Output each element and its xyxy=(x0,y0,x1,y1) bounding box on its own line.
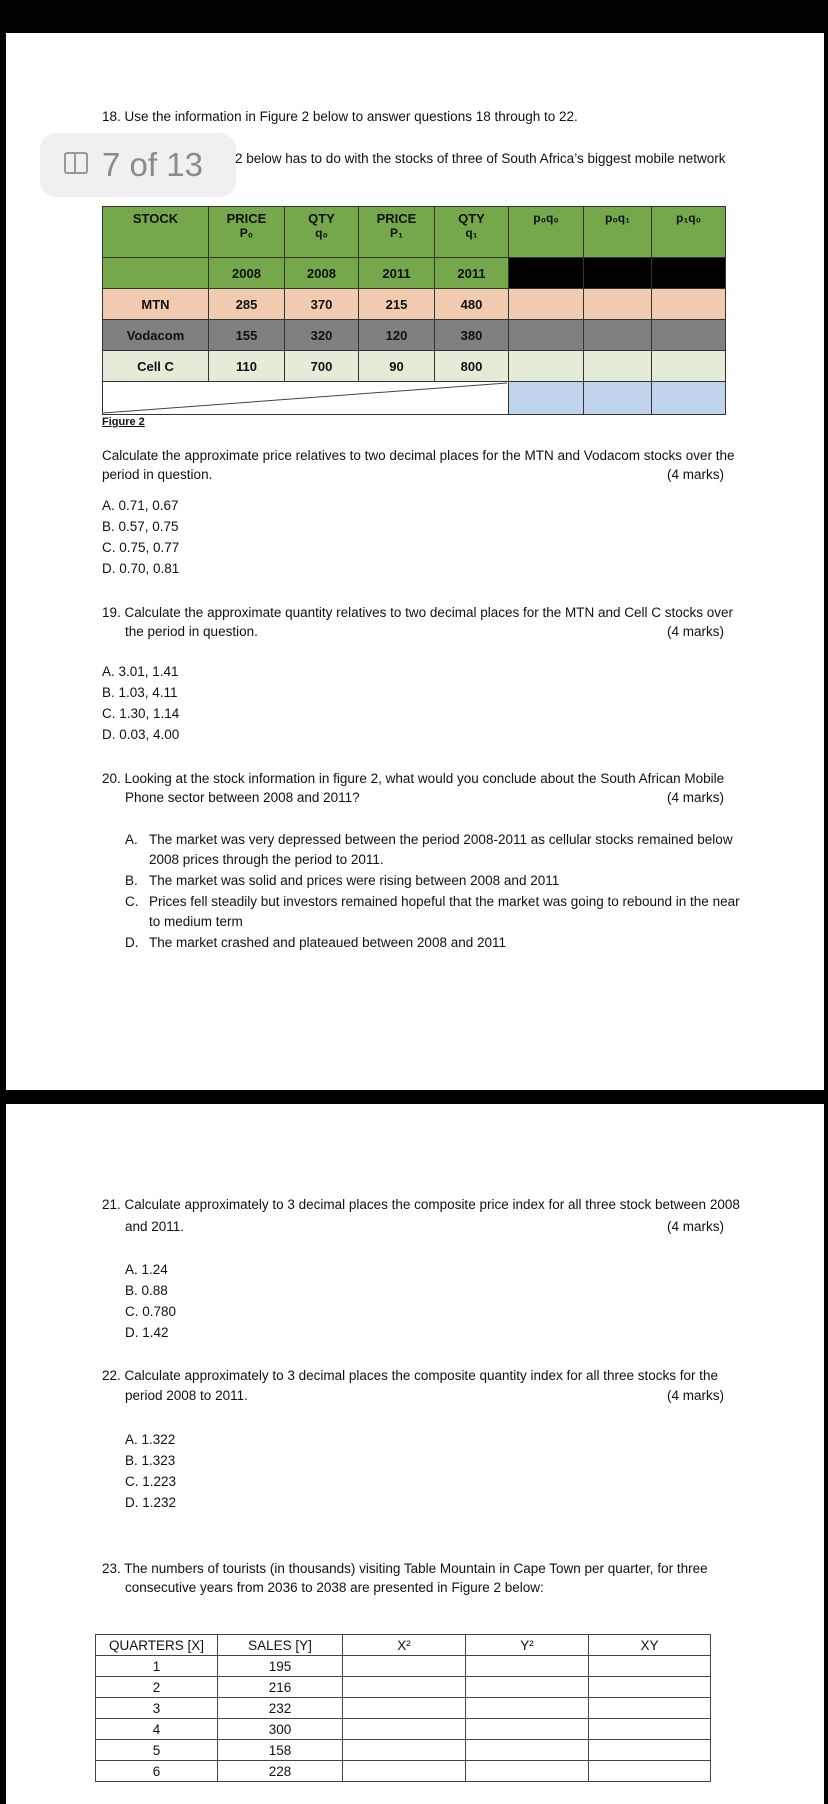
blank-cell xyxy=(509,258,584,289)
q22-question-line2: period 2008 to 2011. xyxy=(125,1388,248,1403)
totals-row xyxy=(103,382,726,415)
q23-question-line2: consecutive years from 2036 to 2038 are presented in Figure 2 below: xyxy=(125,1580,544,1595)
q20-option-b-letter[interactable]: B. xyxy=(125,873,138,888)
stock-header-cont xyxy=(103,258,209,289)
sales-cell: 216 xyxy=(218,1677,343,1698)
table-row xyxy=(96,1677,711,1698)
q22-question-line1: 22. Calculate approximately to 3 decimal places the composite quantity index for all three stocks for the xyxy=(102,1368,719,1383)
stock-name: MTN xyxy=(103,289,209,320)
q20-option-a-letter[interactable]: A. xyxy=(125,832,138,847)
figure-description: 2 below has to do with the stocks of three of South Africa’s biggest mobile network xyxy=(235,151,726,166)
quarter-cell: 4 xyxy=(96,1719,218,1740)
q21-question-line1: 21. Calculate approximately to 3 decimal places the composite price index for all three stock between 2008 xyxy=(102,1197,740,1212)
diagonal-line xyxy=(103,382,507,414)
price-p1-header: PRICE P₁ xyxy=(359,207,435,258)
q20-option-c-line1[interactable]: Prices fell steadily but investors remained hopeful that the market was going to rebound in the near xyxy=(149,894,740,909)
q18-option-c[interactable]: C. 0.75, 0.77 xyxy=(102,540,180,555)
q20-marks: (4 marks) xyxy=(667,790,724,805)
table-row xyxy=(96,1740,711,1761)
cell-q0: 320 xyxy=(285,320,359,351)
cell-q0: 370 xyxy=(285,289,359,320)
cell-p1: 90 xyxy=(359,351,435,382)
empty-cell xyxy=(466,1719,589,1740)
empty-cell xyxy=(589,1719,711,1740)
q19-option-d[interactable]: D. 0.03, 4.00 xyxy=(102,727,180,742)
empty-cell xyxy=(466,1698,589,1719)
q19-question-line2: the period in question. xyxy=(125,624,258,639)
cell-q1: 800 xyxy=(435,351,509,382)
q19-option-b[interactable]: B. 1.03, 4.11 xyxy=(102,685,178,700)
quarter-cell: 3 xyxy=(96,1698,218,1719)
q18-marks: (4 marks) xyxy=(667,467,724,482)
q18-question-line2: period in question. xyxy=(102,467,213,482)
q18-option-a[interactable]: A. 0.71, 0.67 xyxy=(102,498,179,513)
cell-p0: 110 xyxy=(209,351,285,382)
blank-cell xyxy=(584,258,652,289)
quarter-cell: 2 xyxy=(96,1677,218,1698)
empty-cell xyxy=(466,1761,589,1782)
p0q0-header: p₀q₀ xyxy=(509,207,584,258)
page-counter-badge[interactable] xyxy=(40,133,236,197)
q21-option-d[interactable]: D. 1.42 xyxy=(125,1325,169,1340)
empty-cell xyxy=(652,351,726,382)
quarter-cell: 5 xyxy=(96,1740,218,1761)
q21-question-line2: and 2011. xyxy=(125,1219,185,1234)
q20-option-d-letter[interactable]: D. xyxy=(125,935,139,950)
cell-p0: 285 xyxy=(209,289,285,320)
empty-cell xyxy=(466,1740,589,1761)
q22-marks: (4 marks) xyxy=(667,1388,724,1403)
document-page-1 xyxy=(6,33,824,1090)
year-cell: 2011 xyxy=(435,258,509,289)
empty-cell xyxy=(584,351,652,382)
empty-cell xyxy=(584,320,652,351)
empty-cell xyxy=(589,1656,711,1677)
q20-question-line1: 20. Looking at the stock information in figure 2, what would you conclude about the South African Mobile xyxy=(102,771,725,786)
q18-option-d[interactable]: D. 0.70, 0.81 xyxy=(102,561,180,576)
p0q1-header: p₀q₁ xyxy=(584,207,652,258)
cell-q1: 480 xyxy=(435,289,509,320)
empty-cell xyxy=(509,289,584,320)
empty-cell xyxy=(652,320,726,351)
table-row-vodacom xyxy=(103,320,726,351)
empty-cell xyxy=(652,289,726,320)
sales-cell: 300 xyxy=(218,1719,343,1740)
empty-cell xyxy=(589,1761,711,1782)
totals-blank xyxy=(103,382,509,415)
table-row xyxy=(96,1719,711,1740)
quarter-cell: 1 xyxy=(96,1656,218,1677)
q22-option-c[interactable]: C. 1.223 xyxy=(125,1474,177,1489)
cell-p0: 155 xyxy=(209,320,285,351)
q18-question-line1: Calculate the approximate price relatives to two decimal places for the MTN and Vodacom stocks over the xyxy=(102,448,735,463)
stock-name: Vodacom xyxy=(103,320,209,351)
empty-cell xyxy=(343,1698,466,1719)
empty-cell xyxy=(589,1698,711,1719)
empty-cell xyxy=(589,1740,711,1761)
sales-cell: 158 xyxy=(218,1740,343,1761)
y-squared-header: Y² xyxy=(466,1635,589,1656)
page-counter-text: 7 of 13 xyxy=(102,146,203,183)
page-icon xyxy=(64,152,88,174)
table-row-cellc xyxy=(103,351,726,382)
q22-option-b[interactable]: B. 1.323 xyxy=(125,1453,176,1468)
q21-marks: (4 marks) xyxy=(667,1219,724,1234)
total-cell xyxy=(584,382,652,415)
q20-question-line2: Phone sector between 2008 and 2011? xyxy=(125,790,360,805)
blank-cell xyxy=(652,258,726,289)
sales-cell: 195 xyxy=(218,1656,343,1677)
empty-cell xyxy=(343,1656,466,1677)
q19-marks: (4 marks) xyxy=(667,624,724,639)
q21-option-a[interactable]: A. 1.24 xyxy=(125,1262,168,1277)
empty-cell xyxy=(343,1740,466,1761)
empty-cell xyxy=(343,1719,466,1740)
sales-cell: 228 xyxy=(218,1761,343,1782)
table-row xyxy=(96,1698,711,1719)
total-cell xyxy=(652,382,726,415)
q19-question-line1: 19. Calculate the approximate quantity relatives to two decimal places for the MTN and Cell C stocks over xyxy=(102,605,734,620)
sales-cell: 232 xyxy=(218,1698,343,1719)
quarters-header: QUARTERS [X] xyxy=(96,1635,218,1656)
year-cell: 2008 xyxy=(209,258,285,289)
q21-option-c[interactable]: C. 0.780 xyxy=(125,1304,177,1319)
price-p0-header: PRICE P₀ xyxy=(209,207,285,258)
year-cell: 2011 xyxy=(359,258,435,289)
total-cell xyxy=(509,382,584,415)
q20-option-b-line1[interactable]: The market was solid and prices were rising between 2008 and 2011 xyxy=(149,873,560,888)
table-row xyxy=(96,1761,711,1782)
cell-p1: 120 xyxy=(359,320,435,351)
qty-q0-header: QTY q₀ xyxy=(285,207,359,258)
table-row-mtn xyxy=(103,289,726,320)
q20-option-a-line1[interactable]: The market was very depressed between the period 2008-2011 as cellular stocks remained below xyxy=(149,832,733,847)
sales-header: SALES [Y] xyxy=(218,1635,343,1656)
q20-option-d-line1[interactable]: The market crashed and plateaued between 2008 and 2011 xyxy=(149,935,507,950)
q20-option-a-line2[interactable]: 2008 prices through the period to 2011. xyxy=(149,852,384,867)
stock-name: Cell C xyxy=(103,351,209,382)
q22-option-d[interactable]: D. 1.232 xyxy=(125,1495,177,1510)
q22-option-a[interactable]: A. 1.322 xyxy=(125,1432,176,1447)
year-cell: 2008 xyxy=(285,258,359,289)
q18-intro: 18. Use the information in Figure 2 below to answer questions 18 through to 22. xyxy=(102,109,578,124)
x-squared-header: X² xyxy=(343,1635,466,1656)
cell-q0: 700 xyxy=(285,351,359,382)
q20-option-c-letter[interactable]: C. xyxy=(125,894,139,909)
quarter-cell: 6 xyxy=(96,1761,218,1782)
empty-cell xyxy=(343,1677,466,1698)
xy-header: XY xyxy=(589,1635,711,1656)
stock-table xyxy=(102,206,726,415)
cell-q1: 380 xyxy=(435,320,509,351)
empty-cell xyxy=(343,1761,466,1782)
q19-option-c[interactable]: C. 1.30, 1.14 xyxy=(102,706,180,721)
qty-q1-header: QTY q₁ xyxy=(435,207,509,258)
empty-cell xyxy=(509,351,584,382)
table-row xyxy=(96,1656,711,1677)
p1q0-header: p₁q₀ xyxy=(652,207,726,258)
tourist-table xyxy=(95,1634,711,1782)
q18-option-b[interactable]: B. 0.57, 0.75 xyxy=(102,519,179,534)
q19-option-a[interactable]: A. 3.01, 1.41 xyxy=(102,664,179,679)
q20-option-c-line2[interactable]: to medium term xyxy=(149,914,243,929)
q21-option-b[interactable]: B. 0.88 xyxy=(125,1283,168,1298)
empty-cell xyxy=(589,1677,711,1698)
empty-cell xyxy=(466,1656,589,1677)
q23-question-line1: 23. The numbers of tourists (in thousands) visiting Table Mountain in Cape Town per quarter, for three xyxy=(102,1561,708,1576)
cell-p1: 215 xyxy=(359,289,435,320)
empty-cell xyxy=(584,289,652,320)
figure-label: Figure 2 xyxy=(102,416,145,428)
empty-cell xyxy=(466,1677,589,1698)
stock-header: STOCK xyxy=(103,207,209,258)
empty-cell xyxy=(509,320,584,351)
